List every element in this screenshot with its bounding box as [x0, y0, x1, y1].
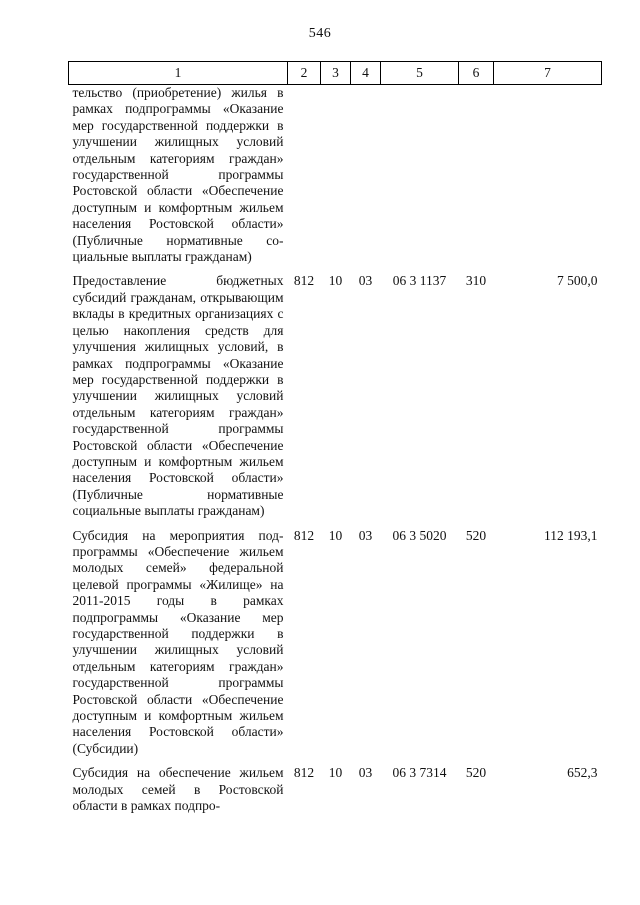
row-description: Субсидия на обеспечение жильем молодых семей в Ростовской области в рамках подпро-	[72, 765, 284, 814]
row-section-code	[321, 85, 351, 266]
row-subsection-code: 03	[358, 765, 373, 781]
row-amount	[494, 85, 602, 266]
row-section-code: 10	[328, 765, 343, 781]
row-subsection-code: 03	[358, 273, 373, 289]
header-col-3: 3	[321, 62, 351, 85]
row-expense-type: 310	[465, 273, 487, 289]
row-subsection-code: 03	[358, 527, 373, 543]
page-number: 546	[308, 26, 332, 41]
header-col-7: 7	[494, 62, 602, 85]
row-amount: 112 193,1	[544, 527, 598, 543]
row-description: Субсидия на мероприятия подпрограммы «Обеспечение жильем молодых семей» федеральной целевой программы «Жилище» на 2011-2015 годы в рамках подпрограммы «Оказание мер государственной поддержки в улучшении жилищных условий отдельным категориям граждан» государственной программы Ростовской области «Обеспечение доступным и комфортным жильем населения Ростовской области» (Субсидии)	[72, 527, 284, 756]
row-section-code: 10	[328, 527, 343, 543]
row-expense-type	[459, 85, 494, 266]
row-target-article: 06 3 1137	[392, 273, 447, 289]
row-expense-type: 520	[465, 765, 487, 781]
row-target-article: 06 3 5020	[392, 527, 447, 543]
row-ministry-code: 812	[293, 273, 315, 289]
header-col-2: 2	[288, 62, 321, 85]
table-row	[69, 85, 602, 266]
table-row	[69, 265, 602, 519]
header-col-5: 5	[381, 62, 459, 85]
header-col-6: 6	[459, 62, 494, 85]
row-description: Предоставление бюджетных субсидий гражданам, открывающим вклады в кредитных организациях с целью накопления средств для улучшения жилищных условий, в рамках подпрограммы «Оказание мер государственной поддержки в улучшении жилищных условий отдельным категориям граждан» государственной программы Ростовской области «Обеспечение доступным и комфортным жильем населения Ростовской области» (Публичные нормативные социальные выплаты гражданам)	[72, 273, 284, 519]
row-target-article: 06 3 7314	[392, 765, 447, 781]
table-row	[69, 757, 602, 814]
row-amount: 7 500,0	[557, 273, 598, 289]
header-row	[69, 62, 602, 85]
row-expense-type: 520	[465, 527, 487, 543]
budget-table	[68, 61, 602, 814]
table-row	[69, 520, 602, 758]
row-ministry-code	[288, 85, 321, 266]
header-col-1: 1	[69, 62, 288, 85]
row-ministry-code: 812	[293, 527, 315, 543]
row-subsection-code	[351, 85, 381, 266]
row-section-code: 10	[328, 273, 343, 289]
row-description: тельство (приобретение) жилья в рамках подпрограммы «Оказание мер государственной поддержки в улучшении жилищных условий отдельным категориям граждан» государственной программы Ростовской области «Обеспечение доступным и комфортным жильем населения Ростовской области» (Публичные нормативные социальные выплаты гражданам)	[72, 85, 284, 265]
row-amount: 652,3	[567, 765, 598, 781]
header-col-4: 4	[351, 62, 381, 85]
row-target-article	[381, 85, 459, 266]
row-ministry-code: 812	[293, 765, 315, 781]
